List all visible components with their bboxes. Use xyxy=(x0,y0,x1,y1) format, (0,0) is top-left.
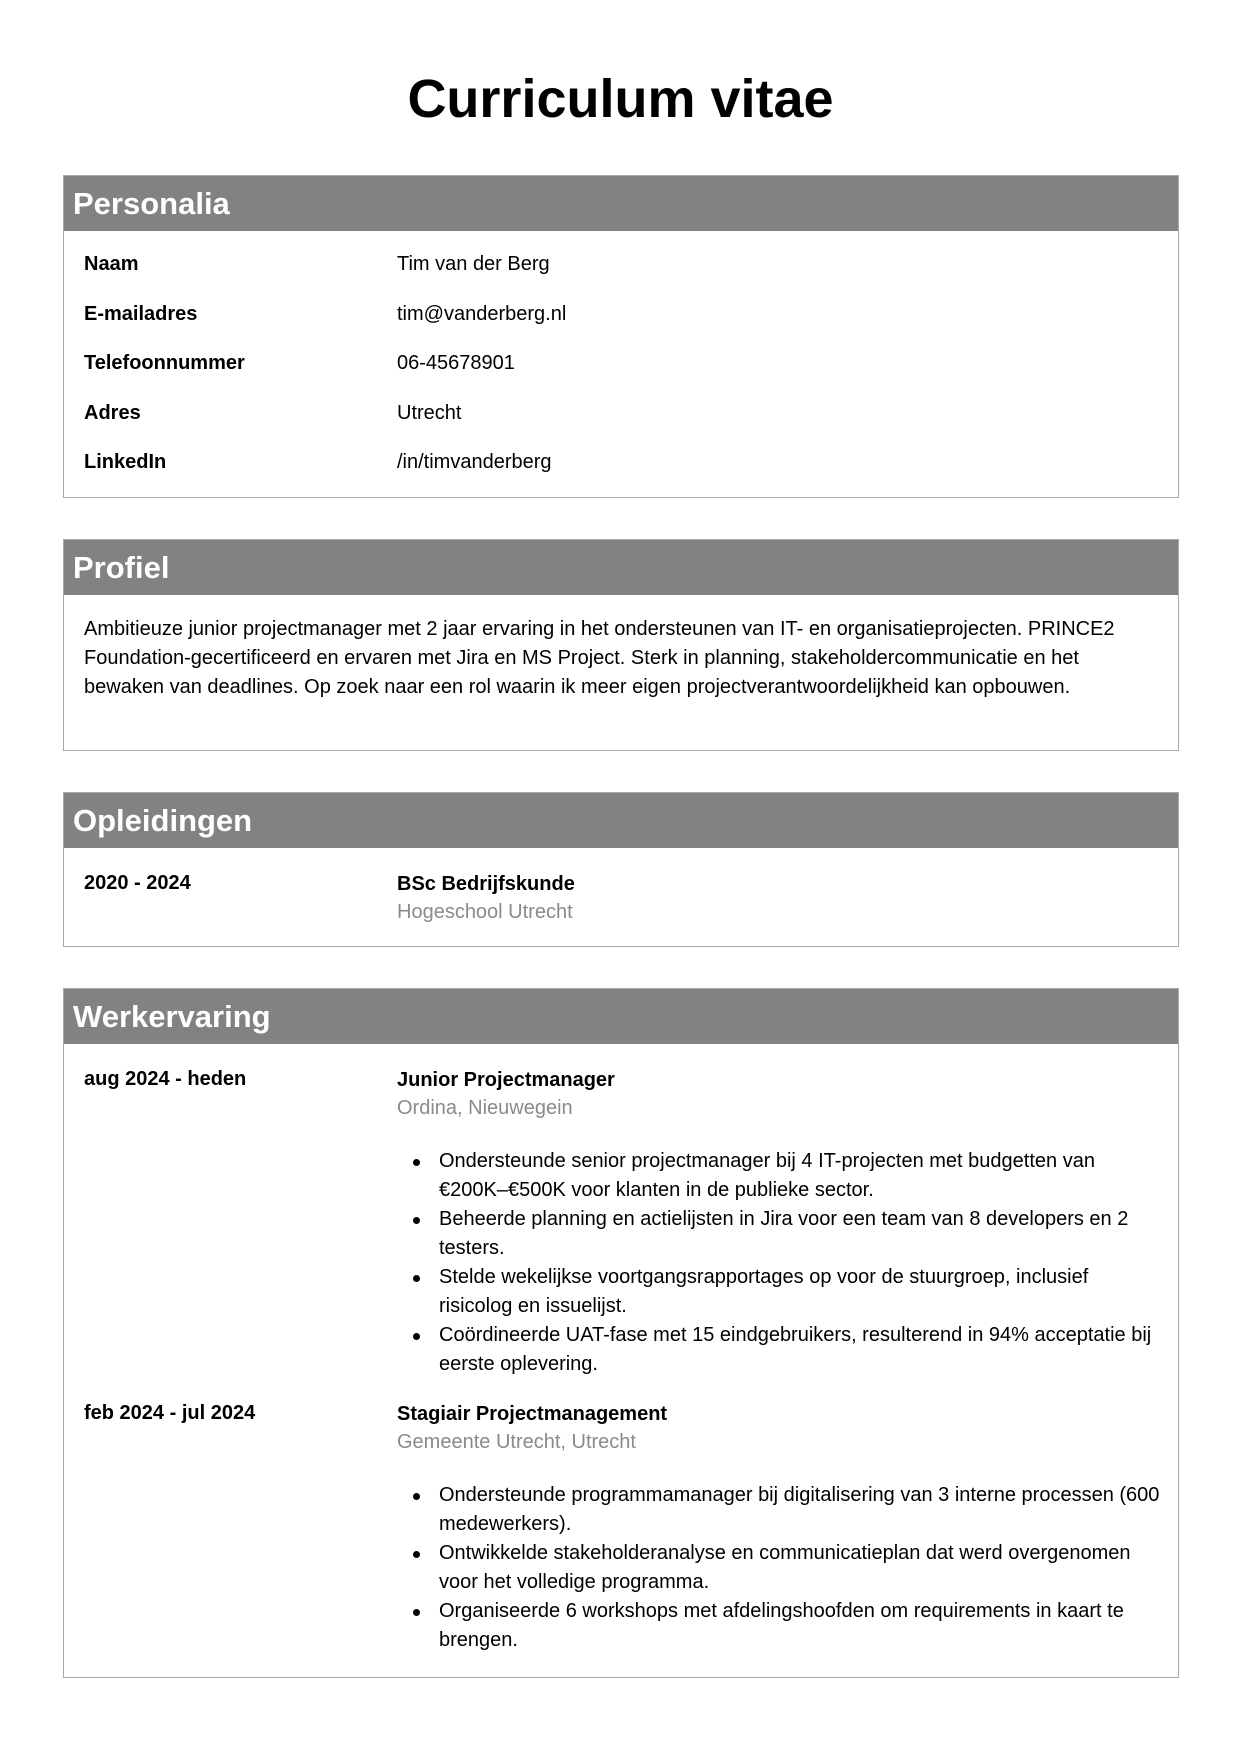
work-company: Ordina, Nieuwegein xyxy=(397,1097,573,1119)
work-period: aug 2024 - heden xyxy=(84,1068,247,1090)
work-role: Junior Projectmanager xyxy=(397,1069,615,1091)
work-bullet: Ondersteunde senior projectmanager bij 4 IT-projecten met budgetten van €200K–€500K voor klanten in de publieke sector. xyxy=(397,1147,1160,1205)
profiel-section xyxy=(63,539,1179,751)
work-bullet: Stelde wekelijkse voortgangsrapportages op voor de stuurgroep, inclusief risicolog en issuelijst. xyxy=(397,1263,1160,1321)
work-bullet: Organiseerde 6 workshops met afdelingshoofden om requirements in kaart te brengen. xyxy=(397,1597,1160,1655)
linkedin-label: LinkedIn xyxy=(84,451,167,473)
linkedin-value: /in/timvanderberg xyxy=(397,451,552,473)
education-title: BSc Bedrijfskunde xyxy=(397,873,575,895)
personalia-row-name xyxy=(64,240,1178,290)
phone-label: Telefoonnummer xyxy=(84,352,245,374)
work-bullets xyxy=(397,1147,1160,1379)
personalia-row-email xyxy=(64,290,1178,340)
education-period: 2020 - 2024 xyxy=(84,872,191,894)
personalia-row-phone xyxy=(64,339,1178,389)
education-institution: Hogeschool Utrecht xyxy=(397,901,573,923)
address-value: Utrecht xyxy=(397,401,462,424)
work-company: Gemeente Utrecht, Utrecht xyxy=(397,1431,636,1453)
education-entry xyxy=(64,870,1178,927)
werkervaring-section xyxy=(63,988,1179,1678)
work-period: feb 2024 - jul 2024 xyxy=(84,1402,256,1424)
work-entry xyxy=(64,1066,1178,1379)
work-role: Stagiair Projectmanagement xyxy=(397,1403,668,1425)
work-bullet: Coördineerde UAT-fase met 15 eindgebruikers, resulterend in 94% acceptatie bij eerste oplevering. xyxy=(397,1321,1160,1379)
personalia-heading: Personalia xyxy=(64,176,1178,231)
personalia-row-address xyxy=(64,389,1178,439)
email-value: tim@vanderberg.nl xyxy=(397,302,567,325)
work-entry xyxy=(64,1400,1178,1655)
personalia-row-linkedin xyxy=(64,438,1178,488)
name-label: Naam xyxy=(84,253,139,275)
name-value: Tim van der Berg xyxy=(397,253,550,275)
work-bullet: Ondersteunde programmamanager bij digitalisering van 3 interne processen (600 medewerkers). xyxy=(397,1481,1160,1539)
personalia-section xyxy=(63,175,1179,498)
profiel-heading: Profiel xyxy=(64,540,1178,595)
opleidingen-section xyxy=(63,792,1179,947)
opleidingen-heading: Opleidingen xyxy=(64,793,1178,848)
work-bullet: Beheerde planning en actielijsten in Jira voor een team van 8 developers en 2 testers. xyxy=(397,1205,1160,1263)
work-bullet: Ontwikkelde stakeholderanalyse en communicatieplan dat werd overgenomen voor het volledige programma. xyxy=(397,1539,1160,1597)
address-label: Adres xyxy=(84,401,141,424)
werkervaring-heading: Werkervaring xyxy=(64,989,1178,1044)
email-label: E-mailadres xyxy=(84,302,198,325)
document-title: Curriculum vitae xyxy=(407,69,834,129)
work-bullets xyxy=(397,1481,1160,1655)
profile-summary: Ambitieuze junior projectmanager met 2 jaar ervaring in het ondersteunen van IT- en organisatieprojecten. PRINCE2 Foundation-gecertificeerd en ervaren met Jira en MS Project. Sterk in planning, stakeholdercommunicatie en het bewaken van deadlines. Op zoek naar een rol waarin ik meer eigen projectverantwoordelijkheid kan opbouwen. xyxy=(84,618,1115,698)
phone-value: 06-45678901 xyxy=(397,352,515,374)
